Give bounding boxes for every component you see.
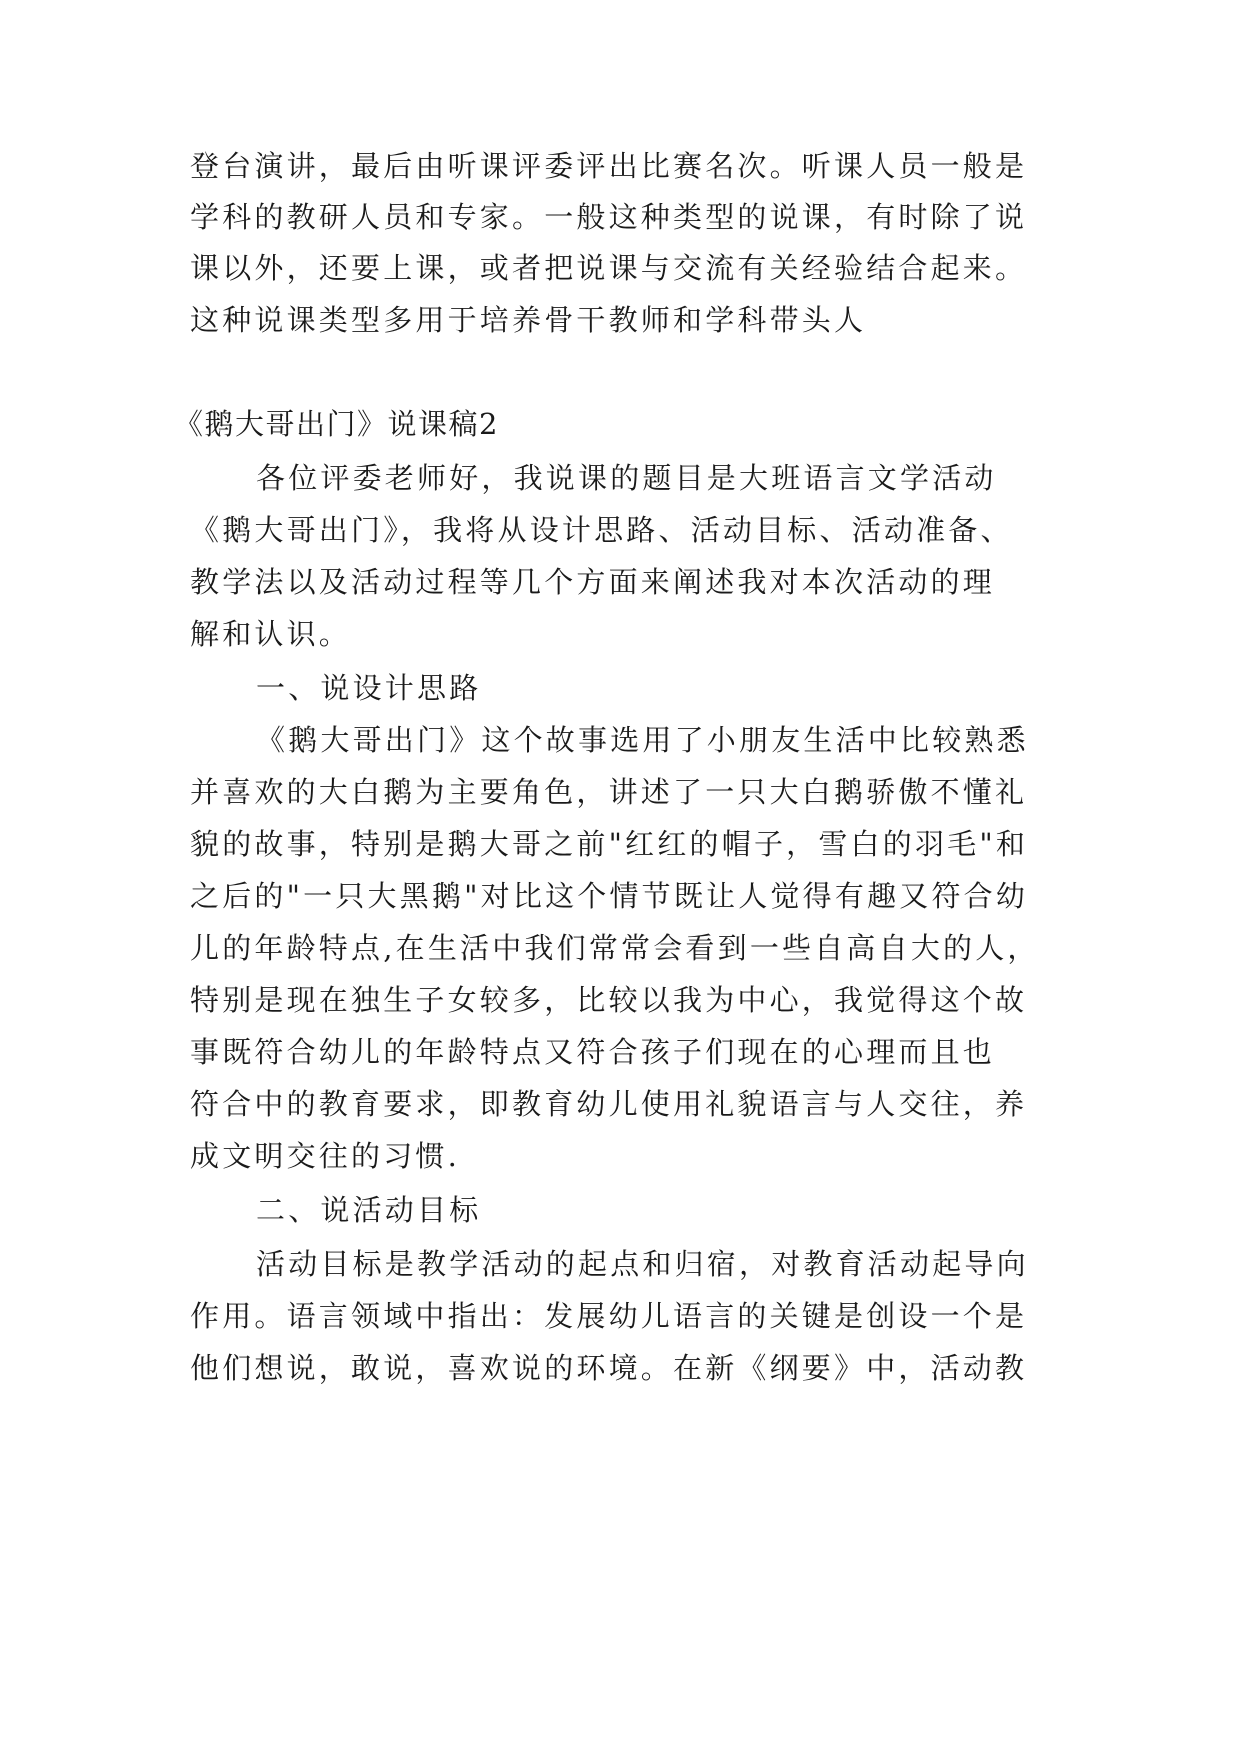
- opening-line-1: 各位评委老师好，我说课的题目是大班语言文学活动: [256, 461, 997, 495]
- opening-line-2: 《鹅大哥出门》，我将从设计思路、活动目标、活动准备、: [190, 513, 1013, 547]
- goals-line-1: 活动目标是教学活动的起点和归宿，对教育活动起导向: [256, 1247, 1029, 1281]
- design-line-4: 之后的"一只大黑鹅"对比这个情节既让人觉得有趣又符合幼: [190, 879, 1029, 913]
- design-line-8: 符合中的教育要求，即教育幼儿使用礼貌语言与人交往，养: [190, 1087, 1028, 1121]
- design-line-9: 成文明交往的习惯.: [190, 1139, 461, 1173]
- design-line-7: 事既符合幼儿的年龄特点又符合孩子们现在的心理而且也: [190, 1035, 996, 1069]
- opening-line-4: 解和认识。: [190, 617, 352, 651]
- section-title: 《鹅大哥出门》说课稿2: [174, 407, 499, 441]
- goals-line-2: 作用。语言领域中指出：发展幼儿语言的关键是创设一个是: [190, 1299, 1028, 1333]
- intro-line-1: 登台演讲，最后由听课评委评出比赛名次。听课人员一般是: [190, 149, 1028, 183]
- goals-line-3: 他们想说，敢说，喜欢说的环境。在新《纲要》中，活动教: [190, 1351, 1028, 1385]
- intro-line-4: 这种说课类型多用于培养骨干教师和学科带头人: [190, 303, 867, 337]
- intro-line-3: 课以外，还要上课，或者把说课与交流有关经验结合起来。: [190, 251, 1028, 285]
- design-line-6: 特别是现在独生子女较多，比较以我为中心，我觉得这个故: [190, 983, 1028, 1017]
- opening-line-3: 教学法以及活动过程等几个方面来阐述我对本次活动的理: [190, 565, 996, 599]
- design-line-2: 并喜欢的大白鹅为主要角色，讲述了一只大白鹅骄傲不懂礼: [190, 775, 1028, 809]
- design-line-1: 《鹅大哥出门》这个故事选用了小朋友生活中比较熟悉: [256, 723, 1029, 757]
- heading-design: 一、说设计思路: [256, 671, 482, 705]
- heading-goals: 二、说活动目标: [256, 1193, 482, 1227]
- intro-line-2: 学科的教研人员和专家。一般这种类型的说课，有时除了说: [190, 200, 1028, 234]
- design-line-5: 儿的年龄特点,在生活中我们常常会看到一些自高自大的人，: [190, 931, 1040, 965]
- design-line-3: 貌的故事，特别是鹅大哥之前"红红的帽子，雪白的羽毛"和: [190, 827, 1029, 861]
